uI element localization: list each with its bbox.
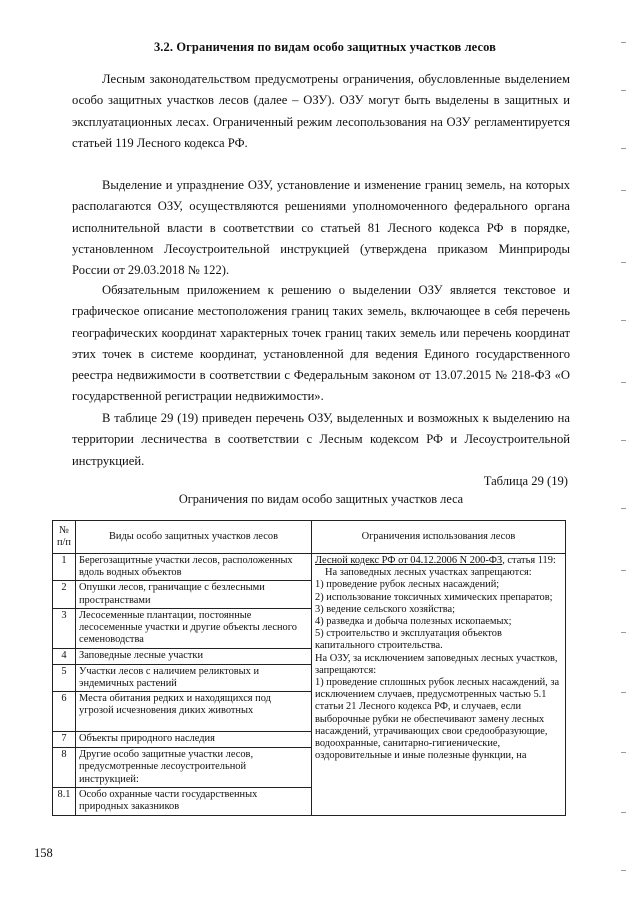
restriction-line: 5) строительство и эксплуатация объектов капитального строительства. [315,628,502,652]
header-type: Виды особо защитных участков лесов [76,521,312,554]
row-number: 4 [53,648,76,664]
table-number: Таблица 29 (19) [483,474,568,488]
header-restrictions: Ограничения использования лесов [312,521,566,554]
row-number: 1 [53,554,76,581]
page-number: 158 [34,846,53,860]
paragraph-3: Обязательным приложением к решению о выделении ОЗУ является текстовое и графическое описание местоположения границ таких земель, включающее в себя перечень географических координат характерных точек границ таких земель или перечень координат этих точек в системе координат, установленной для ведения Единого государственного реестра недвижимости в соответствии с Федеральным законом от 13.07.2015 № 218-ФЗ «О государственной регистрации недвижимости». [72,283,570,404]
row-type: Места обитания редких и находящихся под угрозой исчезновения диких животных [76,692,312,732]
restrictions-table [52,520,566,816]
row-type: Опушки лесов, граничащие с безлесными пространствами [76,581,312,608]
row-type: Лесосеменные плантации, постоянные лесосеменные участки и другие объекты лесного семеноводства [76,608,312,648]
row-type: Заповедные лесные участки [76,648,312,664]
law-reference-tail: , статья 119: [502,555,556,566]
restriction-line: На ОЗУ, за исключением заповедных лесных участков, запрещаются: [315,652,558,676]
row-number: 5 [53,664,76,691]
restriction-line: 1) проведение рубок лесных насаждений; [315,579,500,591]
table-row [53,554,566,581]
binding-margin-marks [621,30,627,890]
row-type: Берегозащитные участки лесов, расположенных вдоль водных объектов [76,554,312,581]
row-number: 7 [53,732,76,748]
table-header-row [53,521,566,554]
row-number: 8 [53,748,76,788]
restriction-line: 2) использование токсичных химических препаратов; [315,591,553,603]
restriction-line: На заповедных лесных участках запрещаются: [325,567,532,579]
section-heading: 3.2. Ограничения по видам особо защитных участков лесов [153,40,497,54]
law-reference: Лесной кодекс РФ от 04.12.2006 N 200-ФЗ [315,555,503,566]
row-type: Другие особо защитные участки лесов, предусмотренные лесоустроительной инструкцией: [76,748,312,788]
paragraph-4: В таблице 29 (19) приведен перечень ОЗУ, выделенных и возможных к выделению на территории лесничества в соответствии с Лесным кодексом РФ и Лесоустроительной инструкцией. [72,411,570,468]
row-type: Объекты природного наследия [76,732,312,748]
restriction-line: 1) проведение сплошных рубок лесных насаждений, за исключением случаев, предусмотренных частью 5.1 статьи 21 Лесного кодекса РФ, и случаев, если выборочные рубки не обеспечивают замену лесных насаждений, утрачивающих свои средообразующие, водоохранные, санитарно-гигиенические, оздоровительные и иные полезные функции, на [315,677,560,762]
row-number: 8.1 [53,788,76,815]
row-type: Особо охранные части государственных природных заказников [76,788,312,815]
restriction-line: 4) разведка и добыча полезных ископаемых; [315,616,512,628]
paragraph-2: Выделение и упразднение ОЗУ, установление и изменение границ земель, на которых располагаются ОЗУ, осуществляются решениями уполномоченного федерального органа исполнительной власти в соответствии со статьей 81 Лесного кодекса РФ в порядке, установленном Лесоустроительной инструкцией (утверждена приказом Минприроды России от 29.03.2018 № 122). [72,178,570,278]
row-number: 6 [53,692,76,732]
row-number: 3 [53,608,76,648]
restrictions-cell [312,554,566,816]
restriction-line: 3) ведение сельского хозяйства; [315,603,456,615]
paragraph-1: Лесным законодательством предусмотрены ограничения, обусловленные выделением особо защитных участков лесов (далее – ОЗУ). ОЗУ могут быть выделены в защитных и эксплуатационных лесах. Ограниченный режим лесопользования на ОЗУ регламентируется статьей 119 Лесного кодекса РФ. [72,72,570,150]
table-title: Ограничения по видам особо защитных участков леса [178,492,464,506]
row-type: Участки лесов с наличием реликтовых и эндемичных растений [76,664,312,691]
header-number: № п/п [53,521,76,554]
row-number: 2 [53,581,76,608]
